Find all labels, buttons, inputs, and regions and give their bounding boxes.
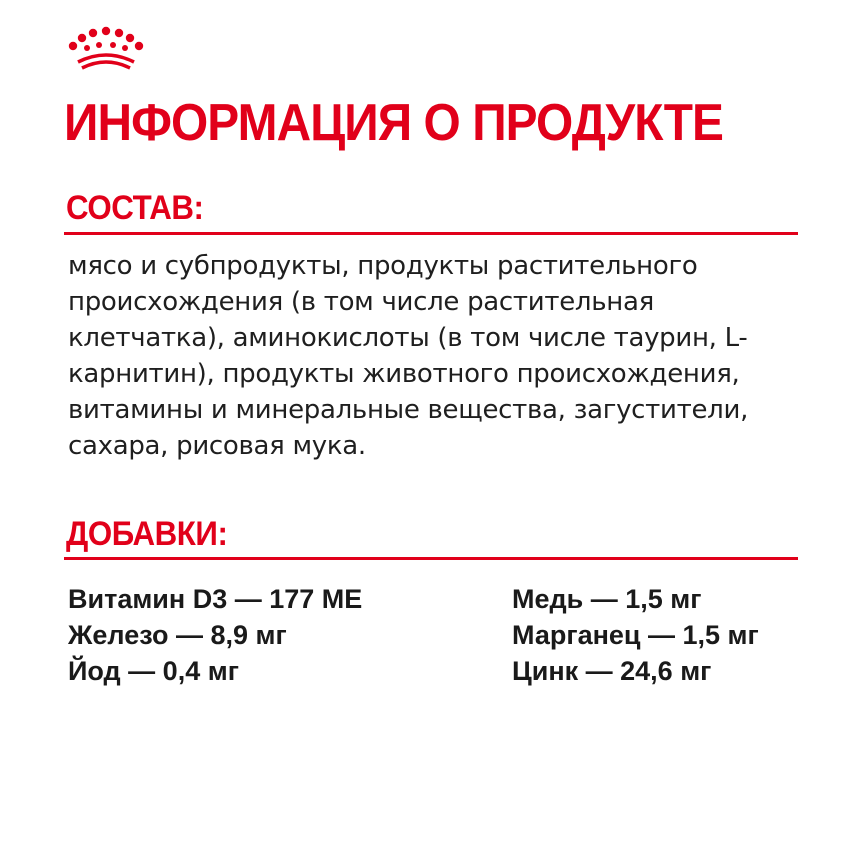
- composition-divider: [64, 232, 798, 235]
- additive-manganese: Марганец — 1,5 мг: [512, 620, 759, 650]
- additive-iodine: Йод — 0,4 мг: [68, 656, 239, 686]
- composition-heading: СОСТАВ:: [66, 189, 204, 227]
- additive-copper: Медь — 1,5 мг: [512, 584, 702, 614]
- additive-vitamin-d3: Витамин D3 — 177 МЕ: [68, 584, 363, 614]
- page-title: ИНФОРМАЦИЯ О ПРОДУКТЕ: [64, 94, 724, 152]
- additives-heading: ДОБАВКИ:: [66, 515, 228, 553]
- crown-icon: [68, 26, 144, 72]
- additives-divider: [64, 557, 798, 560]
- additive-iron: Железо — 8,9 мг: [68, 620, 287, 650]
- composition-text: мясо и субпродукты, продукты растительного происхождения (в том числе растительная клетчатка), аминокислоты (в том числе таурин, L-карнитин), продукты животного происхождения, витамины и минеральные вещества, загустители, сахара, рисовая мука.: [68, 251, 749, 461]
- additive-zinc: Цинк — 24,6 мг: [512, 656, 712, 686]
